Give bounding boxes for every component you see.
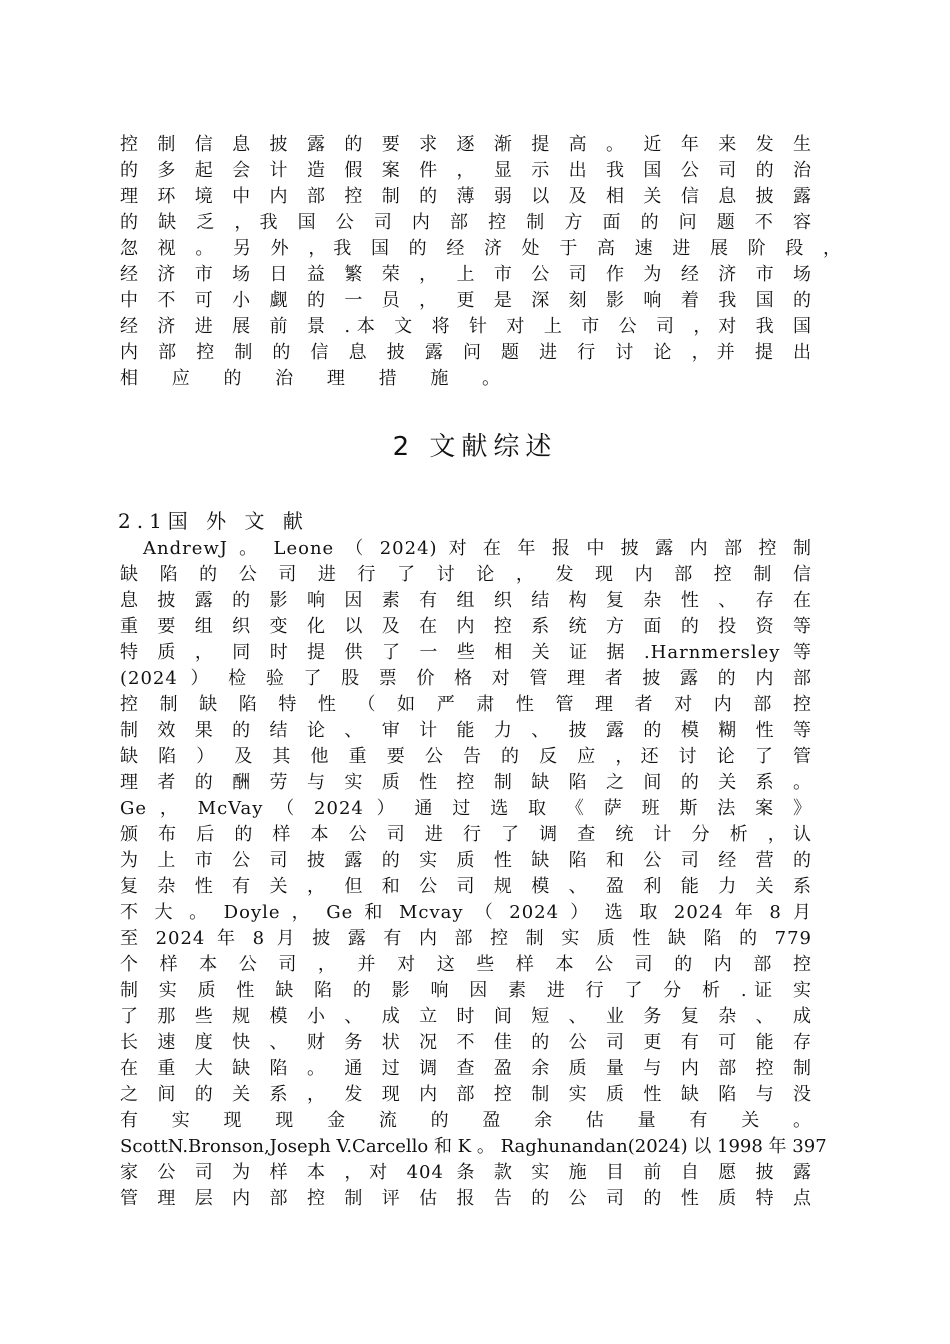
body-line: 家 公 司 为 样 本 ，对 404 条 款 实 施 目 前 自 愿 披 露 [120,1162,812,1183]
body-line: 息 披 露 的 影 响 因 素 有 组 织 结 构 复 杂 性 、 存 在 [120,590,812,611]
body-line: 有 实 现 现 金 流 的 盈 余 估 量 有 关 。 [120,1110,812,1131]
body-line: (2024 ） 检 验 了 股 票 价 格 对 管 理 者 披 露 的 内 部 [120,668,812,689]
intro-line: 经 济 市 场 日 益 繁 荣 ， 上 市 公 司 作 为 经 济 市 场 [120,264,812,285]
body-line: 颁 布 后 的 样 本 公 司 进 行 了 调 查 统 计 分 析 ，认 [120,824,812,845]
body-line: ScottN.Bronson,Joseph V.Carcello 和 K 。 Raghunandan(2024) 以 1998 年 397 [120,1136,827,1157]
body-line: 重 要 组 织 变 化 以 及 在 内 控 系 统 方 面 的 投 资 等 [120,616,812,637]
subsection-title: 2.1国 外 文 献 [118,509,309,533]
body-line: 在 重 大 缺 陷 。 通 过 调 查 盈 余 质 量 与 内 部 控 制 [120,1058,812,1079]
body-line: 个 样 本 公 司 ， 并 对 这 些 样 本 公 司 的 内 部 控 [120,954,812,975]
body-line: 缺 陷 ） 及 其 他 重 要 公 告 的 反 应 ，还 讨 论 了 管 [120,746,812,767]
body-line: 不 大 。 Doyle ， Ge 和 Mcvay （ 2024 ） 选 取 2024 年 8 月 [120,902,812,923]
body-line: 缺 陷 的 公 司 进 行 了 讨 论 ， 发 现 内 部 控 制 信 [120,564,812,585]
body-line: 特 质 ， 同 时 提 供 了 一 些 相 关 证 据 .Harnmersley 等 [120,642,812,663]
body-line: 长 速 度 快 、 财 务 状 况 不 佳 的 公 司 更 有 可 能 存 [120,1032,812,1053]
intro-line: 控 制 信 息 披 露 的 要 求 逐 渐 提 高 。 近 年 来 发 生 [120,134,812,155]
body-line: 控 制 缺 陷 特 性 （ 如 严 肃 性 管 理 者 对 内 部 控 [120,694,812,715]
body-line: 复 杂 性 有 关 ， 但 和 公 司 规 模 、 盈 利 能 力 关 系 [120,876,812,897]
body-line: 制 效 果 的 结 论 、 审 计 能 力 、 披 露 的 模 糊 性 等 [120,720,812,741]
intro-line: 内 部 控 制 的 信 息 披 露 问 题 进 行 讨 论 ，并 提 出 [120,342,812,363]
intro-line: 的 缺 乏 ，我 国 公 司 内 部 控 制 方 面 的 问 题 不 容 [120,212,812,233]
body-line: 为 上 市 公 司 披 露 的 实 质 性 缺 陷 和 公 司 经 营 的 [120,850,812,871]
intro-line: 经 济 进 展 前 景 .本 文 将 针 对 上 市 公 司 ，对 我 国 [120,316,812,337]
intro-line: 的 多 起 会 计 造 假 案 件 ， 显 示 出 我 国 公 司 的 治 [120,160,812,181]
intro-line: 中 不 可 小 觑 的 一 员 ， 更 是 深 刻 影 响 着 我 国 的 [120,290,812,311]
body-line: Ge ， McVay （ 2024 ） 通 过 选 取 《 萨 班 斯 法 案 》 [120,798,812,819]
body-line: 理 者 的 酬 劳 与 实 质 性 控 制 缺 陷 之 间 的 关 系 。 [120,772,812,793]
body-line: AndrewJ 。 Leone （ 2024) 对 在 年 报 中 披 露 内 部 控 制 [143,538,812,559]
intro-line: 相 应 的 治 理 措 施 。 [120,368,515,389]
section-title: 2 文献综述 [392,432,558,462]
intro-line: 忽 视 。 另 外 ，我 国 的 经 济 处 于 高 速 进 展 阶 段 ， [120,238,842,259]
intro-line: 理 环 境 中 内 部 控 制 的 薄 弱 以 及 相 关 信 息 披 露 [120,186,812,207]
body-line: 之 间 的 关 系 ， 发 现 内 部 控 制 实 质 性 缺 陷 与 没 [120,1084,812,1105]
body-line: 了 那 些 规 模 小 、 成 立 时 间 短 、 业 务 复 杂 、 成 [120,1006,812,1027]
body-line: 至 2024 年 8 月 披 露 有 内 部 控 制 实 质 性 缺 陷 的 779 [120,928,812,949]
body-line: 管 理 层 内 部 控 制 评 估 报 告 的 公 司 的 性 质 特 点 [120,1188,812,1209]
body-line: 制 实 质 性 缺 陷 的 影 响 因 素 进 行 了 分 析 .证 实 [120,980,812,1001]
